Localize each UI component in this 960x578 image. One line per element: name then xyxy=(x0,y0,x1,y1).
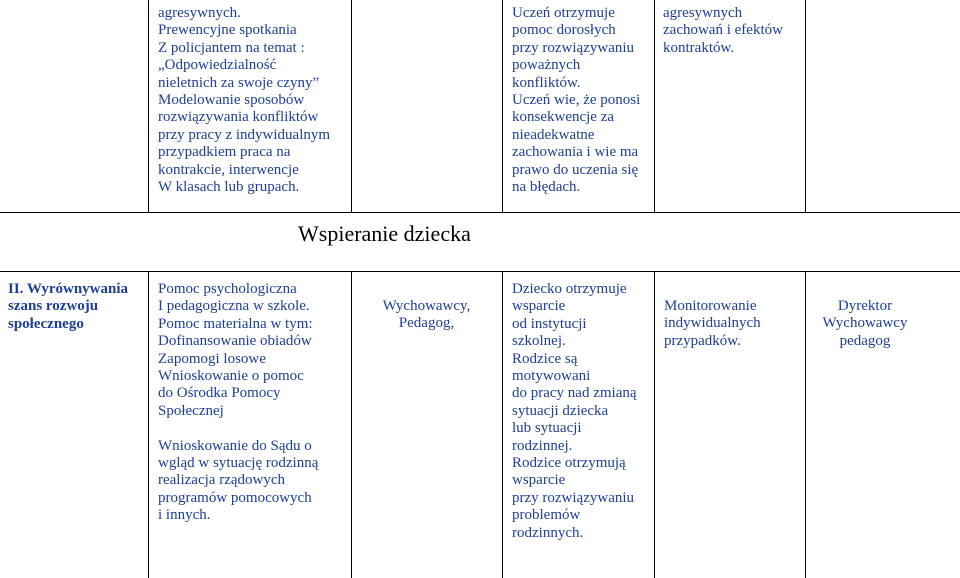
text-line: kontraktów. xyxy=(663,39,735,56)
text-line: Społecznej xyxy=(158,402,224,419)
text-line: zachowań i efektów xyxy=(663,22,783,39)
table-border xyxy=(148,271,149,578)
text-line: do pracy nad zmianą xyxy=(512,385,637,402)
text-line: I pedagogiczna w szkole. xyxy=(158,298,310,315)
table-border xyxy=(148,0,149,212)
text-line: i innych. xyxy=(158,507,211,524)
text-line: konfliktów. xyxy=(512,74,581,91)
text-line: Dziecko otrzymuje xyxy=(512,281,627,297)
text-line xyxy=(158,420,348,437)
text-line: Pomoc materialna w tym: xyxy=(158,315,313,332)
text-line: rozwiązywania konfliktów xyxy=(158,109,319,126)
top-row-evaluation-cell xyxy=(663,5,803,57)
expected-outcomes-cell xyxy=(512,281,652,542)
text-line: nieletnich za swoje czyny” xyxy=(158,74,320,91)
top-row-methods-cell xyxy=(158,5,348,196)
text-line: szans rozwoju xyxy=(8,298,99,315)
text-line: Wnioskowanie do Sądu o xyxy=(158,437,312,454)
text-line: Dofinansowanie obiadów xyxy=(158,333,312,350)
support-methods-cell xyxy=(158,281,348,525)
text-line: Pomoc psychologiczna xyxy=(158,281,297,297)
text-line: od instytucji xyxy=(512,315,587,332)
text-line: kontrakcie, interwencje xyxy=(158,161,299,178)
text-line: agresywnych xyxy=(663,5,743,21)
text-line: przypadków. xyxy=(664,332,741,349)
table-border xyxy=(0,271,960,272)
text-line: poważnych xyxy=(512,57,581,74)
table-border xyxy=(351,0,352,212)
text-line: społecznego xyxy=(8,315,84,332)
text-line: szkolnej. xyxy=(512,333,566,350)
section-heading: Wspieranie dziecka xyxy=(298,221,471,246)
text-line: Pedagog, xyxy=(398,315,455,332)
text-line: przypadkiem praca na xyxy=(158,144,291,161)
supervisors-cell xyxy=(805,298,925,350)
text-line: lub sytuacji xyxy=(512,420,582,437)
responsible-persons-cell xyxy=(351,298,502,333)
text-line: Zapomogi losowe xyxy=(158,350,266,367)
table-border xyxy=(502,0,503,212)
text-line: pedagog xyxy=(839,332,891,349)
text-line: agresywnych. xyxy=(158,5,241,21)
text-line: Wychowawcy xyxy=(822,315,908,332)
text-line: wsparcie xyxy=(512,472,566,489)
text-line: rodzinnych. xyxy=(512,524,584,541)
text-line: W klasach lub grupach. xyxy=(158,179,300,196)
text-line: Wnioskowanie o pomoc xyxy=(158,368,304,385)
table-border xyxy=(654,271,655,578)
text-line: realizacja rządowych xyxy=(158,472,285,489)
text-line: wgląd w sytuację rodzinną xyxy=(158,455,319,472)
text-line: rodzinnej. xyxy=(512,437,573,454)
text-line: zachowania i wie ma xyxy=(512,144,639,161)
text-line: Uczeń wie, że ponosi xyxy=(512,92,641,109)
text-line: Z policjantem na temat : xyxy=(158,39,305,56)
table-border xyxy=(0,212,960,213)
text-line: Rodzice są xyxy=(512,350,578,367)
text-line: II. Wyrównywania xyxy=(8,281,129,297)
text-line: przy pracy z indywidualnym xyxy=(158,126,331,143)
text-line: Wychowawcy, xyxy=(382,298,471,314)
text-line: Uczeń otrzymuje xyxy=(512,5,615,21)
text-line: przy rozwiązywaniu xyxy=(512,39,635,56)
table-border xyxy=(502,271,503,578)
text-line: programów pomocowych xyxy=(158,489,312,506)
area-title-cell xyxy=(8,281,146,333)
text-line: pomoc dorosłych xyxy=(512,22,616,39)
text-line: sytuacji dziecka xyxy=(512,402,609,419)
text-line: Monitorowanie xyxy=(664,298,757,314)
text-line: na błędach. xyxy=(512,179,581,196)
text-line: Modelowanie sposobów xyxy=(158,92,305,109)
text-line: konsekwencje za xyxy=(512,109,615,126)
text-line: nieadekwatne xyxy=(512,126,595,143)
text-line: do Ośrodka Pomocy xyxy=(158,385,281,402)
table-border xyxy=(805,0,806,212)
evaluation-cell xyxy=(664,298,804,350)
text-line: indywidualnych xyxy=(664,315,761,332)
text-line: Rodzice otrzymują xyxy=(512,455,626,472)
table-border xyxy=(654,0,655,212)
text-line: Dyrektor xyxy=(837,298,893,314)
text-line: wsparcie xyxy=(512,298,566,315)
text-line: przy rozwiązywaniu xyxy=(512,489,635,506)
text-line: Prewencyjne spotkania xyxy=(158,22,297,39)
text-line: motywowani xyxy=(512,368,591,385)
text-line: problemów xyxy=(512,507,581,524)
top-row-outcomes-cell xyxy=(512,5,652,196)
text-line: prawo do uczenia się xyxy=(512,161,639,178)
text-line: „Odpowiedzialność xyxy=(158,57,277,74)
